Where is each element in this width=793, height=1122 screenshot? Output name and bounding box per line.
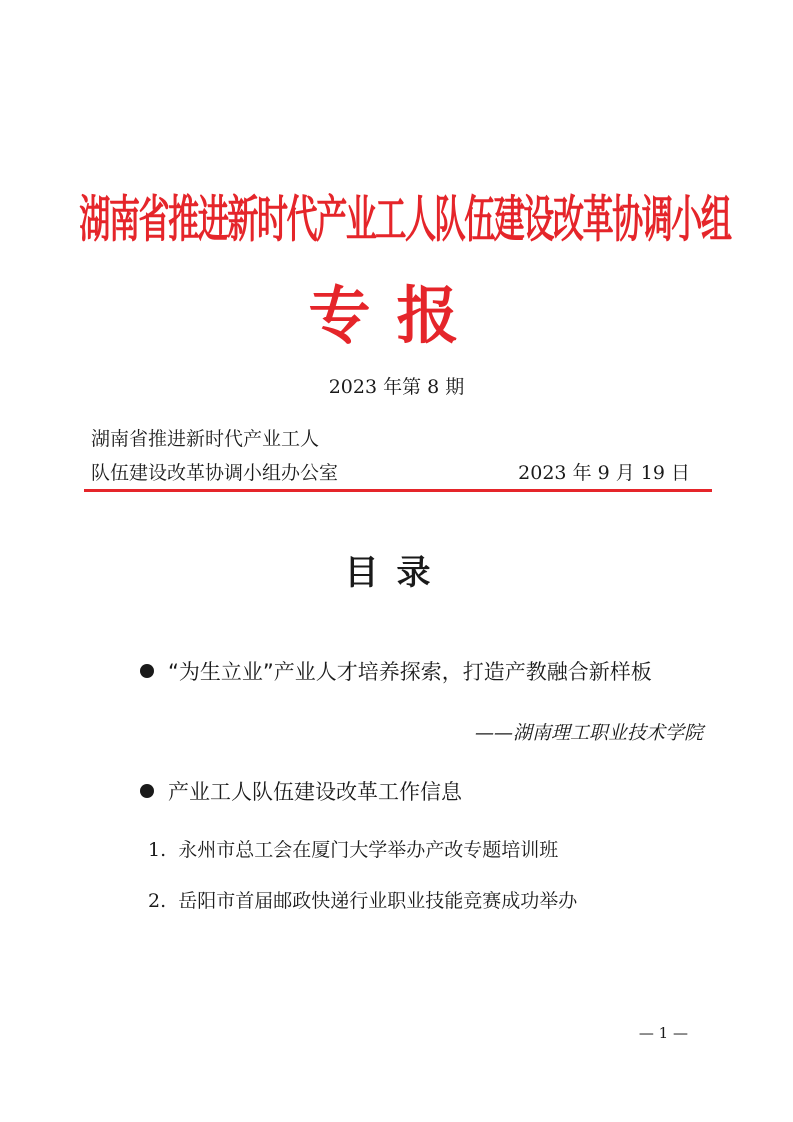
list-item-text: 岳阳市首届邮政快递行业职业技能竞赛成功举办: [178, 890, 578, 912]
toc-article: [140, 656, 652, 686]
toc-section: [140, 776, 462, 806]
masthead-subtitle: 专报: [308, 279, 485, 352]
issuer-line-1: 湖南省推进新时代产业工人: [91, 428, 320, 450]
list-item-text: 永州市总工会在厦门大学举办产改专题培训班: [178, 839, 559, 861]
list-item: [148, 835, 558, 862]
issuer-line-2: 队伍建设改革协调小组办公室: [91, 462, 339, 484]
masthead-title: 湖南省推进新时代产业工人队伍建设改革协调小组: [79, 190, 731, 250]
issue-number: 2023 年第 8 期: [328, 376, 465, 398]
toc-heading: 目录: [344, 553, 449, 593]
list-item-number: 1.: [148, 839, 167, 861]
list-item: [148, 886, 577, 913]
bullet-icon: [140, 664, 154, 678]
toc-article-author: ——湖南理工职业技术学院: [474, 722, 703, 744]
bullet-icon: [140, 784, 154, 798]
toc-section-title: 产业工人队伍建设改革工作信息: [168, 780, 462, 804]
page-number: — 1 —: [638, 1024, 688, 1042]
list-item-number: 2.: [148, 890, 167, 912]
toc-article-title: “为生立业”产业人才培养探索，打造产教融合新样板: [168, 660, 652, 684]
issue-date: 2023 年 9 月 19 日: [518, 462, 690, 484]
red-divider: [84, 489, 712, 492]
